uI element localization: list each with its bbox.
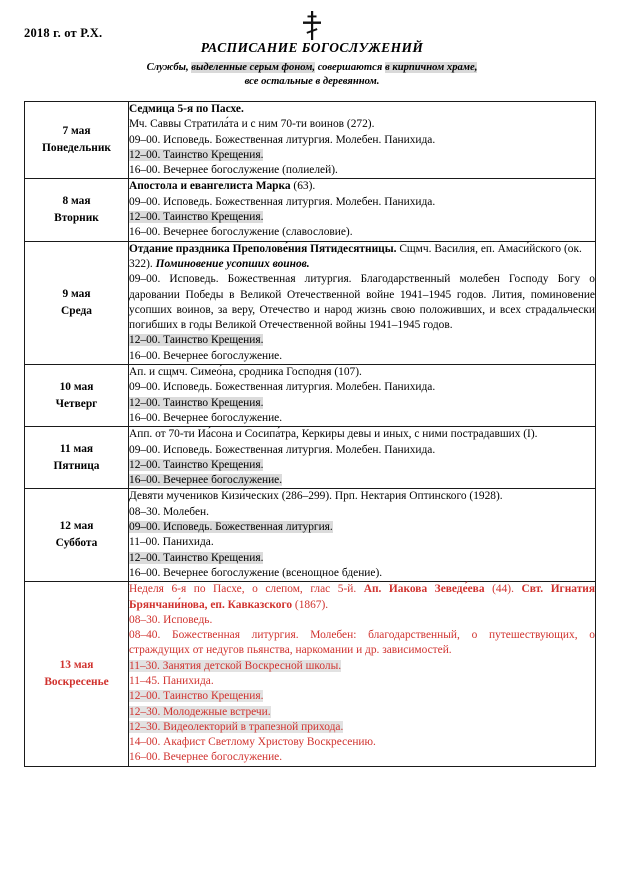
cross-icon-wrap xyxy=(0,10,624,44)
date-day-month: 13 мая xyxy=(59,658,94,671)
text-run: 09–00. Исповедь. Божественная литургия. Молебен. Панихида. xyxy=(129,133,436,146)
text-run: 09–00. Исповедь. Божественная литургия. Благодарственный молебен Господу Богу о даровании Победы в Великой Отечественной войне 1941–1945 годов. Лития, поминовение усопших воинов, за веру, Отечество и народ жизнь свою положивших, и всех страдальчески погибших в годы Великой Отечественной войны 1941–1945 годов. xyxy=(129,273,595,332)
service-line xyxy=(129,489,595,504)
services-cell xyxy=(129,102,596,179)
highlight-span xyxy=(129,149,263,161)
text-run: Седмица 5-я по Пасхе. xyxy=(129,103,244,115)
service-line xyxy=(129,365,595,380)
services-cell xyxy=(129,179,596,241)
text-run: 09–00. Исповедь. Божественная литургия. Молебен. Панихида. xyxy=(129,195,436,208)
text-run: 16–00. Вечернее богослужение (славословие). xyxy=(129,226,353,239)
page-title: РАСПИСАНИЕ БОГОСЛУЖЕНИЙ xyxy=(200,40,424,55)
service-line xyxy=(129,720,595,735)
date-weekday: Вторник xyxy=(54,212,99,225)
text-run: Отдание праздника Преполове́ния Пятидесятницы. xyxy=(129,242,397,255)
service-line xyxy=(129,179,595,194)
highlight-span xyxy=(129,334,263,346)
date-weekday: Четверг xyxy=(55,397,98,410)
highlight-span xyxy=(129,211,263,223)
service-line xyxy=(129,427,595,442)
highlight-span xyxy=(129,721,343,733)
legend-note-line1 xyxy=(0,61,624,75)
text-run: 12–00. Таинство Крещения. xyxy=(129,334,264,347)
text-run: Свт. Игнатия Брянчани́нова, еп. Кавказского xyxy=(129,583,596,611)
text-run: 16–00. Вечернее богослужение. xyxy=(129,751,283,764)
highlight-span xyxy=(129,660,341,672)
schedule-table xyxy=(24,101,596,767)
date-cell xyxy=(25,102,129,179)
services-cell xyxy=(129,582,596,767)
service-line xyxy=(129,750,595,765)
service-line xyxy=(129,333,595,348)
service-line xyxy=(129,505,595,520)
service-line xyxy=(129,195,595,210)
service-line xyxy=(129,705,595,720)
text-run: Апп. от 70-ти Иа́сона и Сосипа́тра, Керкиры девы и иных, с ними пострадавших (I). xyxy=(129,428,538,441)
highlight-span xyxy=(129,552,263,564)
text-run: 11–00. Панихида. xyxy=(129,536,214,549)
text-run: 12–00. Таинство Крещения. xyxy=(129,690,264,703)
services-cell xyxy=(129,365,596,427)
service-line xyxy=(129,689,595,704)
service-line xyxy=(129,411,595,426)
text-run: Мч. Саввы Стратила́та и с ним 70-ти воинов (272). xyxy=(129,118,375,131)
service-line xyxy=(129,458,595,473)
text-run: Апостола и евангелиста Марка xyxy=(129,180,291,193)
text-run: 16–00. Вечернее богослужение (всенощное бдение). xyxy=(129,566,383,579)
service-line xyxy=(129,535,595,550)
date-weekday: Понедельник xyxy=(42,142,111,155)
text-run: 14–00. Акафист Светлому Христову Воскресению. xyxy=(129,736,376,749)
table-row xyxy=(25,427,596,489)
text-run: Девяти мучеников Кизи́ческих (286–299). Прп. Нектария Оптинского (1928). xyxy=(129,490,503,503)
service-line xyxy=(129,473,595,488)
text-run: 16–00. Вечернее богослужение. xyxy=(129,411,283,424)
date-cell xyxy=(25,365,129,427)
service-line xyxy=(129,520,595,535)
text-run: 12–00. Таинство Крещения. xyxy=(129,458,264,471)
schedule-rows xyxy=(25,102,596,767)
text-run: все остальные в деревянном. xyxy=(244,76,380,87)
text-run: (44). xyxy=(484,583,522,596)
text-run: Службы, xyxy=(146,62,192,73)
date-cell xyxy=(25,241,129,364)
text-run: 08–40. Божественная литургия. Молебен: благодарственный, о путешествующих, о страждущих от недугов пьянства, наркомании и др. зависимостей. xyxy=(129,629,595,657)
title-block xyxy=(0,40,624,89)
text-run: в кирпичном храме, xyxy=(384,62,478,73)
service-line xyxy=(129,628,595,659)
date-day-month: 9 мая xyxy=(62,287,91,300)
table-row xyxy=(25,179,596,241)
text-run: 09–00. Исповедь. Божественная литургия. Молебен. Панихида. xyxy=(129,443,436,456)
date-weekday: Среда xyxy=(61,304,92,317)
text-run: выделенные серым фоном, xyxy=(191,62,316,73)
service-line xyxy=(129,349,595,364)
table-row xyxy=(25,489,596,582)
text-run: 08–30. Исповедь. xyxy=(129,613,213,626)
service-line xyxy=(129,242,595,273)
text-run: 12–00. Таинство Крещения. xyxy=(129,211,264,224)
date-cell xyxy=(25,489,129,582)
service-line xyxy=(129,163,595,178)
date-weekday: Суббота xyxy=(55,537,98,550)
table-row xyxy=(25,241,596,364)
service-line xyxy=(129,133,595,148)
highlight-span xyxy=(129,706,271,718)
year-label: 2018 г. от Р.Х. xyxy=(24,26,103,40)
service-line xyxy=(129,443,595,458)
table-row xyxy=(25,582,596,767)
date-cell xyxy=(25,582,129,767)
service-line xyxy=(129,674,595,689)
text-run: 16–00. Вечернее богослужение. xyxy=(129,349,283,362)
text-run: Ап. и сщмч. Симео́на, сродника Господня (107). xyxy=(129,366,362,379)
text-run: 08–30. Молебен. xyxy=(129,505,209,518)
orthodox-cross-icon xyxy=(0,10,624,42)
date-day-month: 11 мая xyxy=(59,442,94,455)
text-run: Сщмч. Василия, еп. Амаси́йского (ок. 322). xyxy=(129,242,582,270)
date-day-month: 10 мая xyxy=(59,380,94,393)
date-cell xyxy=(25,179,129,241)
text-run: 16–00. Вечернее богослужение. xyxy=(129,474,283,487)
highlight-span xyxy=(129,459,263,471)
text-run: Неделя 6-я по Пасхе, о слепом, глас 5-й. xyxy=(129,583,364,596)
text-run: 09–00. Исповедь. Божественная литургия. Молебен. Панихида. xyxy=(129,381,436,394)
date-cell xyxy=(25,427,129,489)
service-line xyxy=(129,148,595,163)
text-run: (63). xyxy=(290,180,316,193)
service-line xyxy=(129,210,595,225)
text-run: 12–00. Таинство Крещения. xyxy=(129,148,264,161)
date-day-month: 12 мая xyxy=(59,520,94,533)
service-line xyxy=(129,613,595,628)
service-line xyxy=(129,659,595,674)
service-line xyxy=(129,582,595,613)
service-line xyxy=(129,551,595,566)
highlight-span xyxy=(129,397,263,409)
service-line xyxy=(129,380,595,395)
highlight-span xyxy=(129,690,263,702)
service-line xyxy=(129,566,595,581)
table-row xyxy=(25,102,596,179)
text-run: 16–00. Вечернее богослужение (полиелей). xyxy=(129,164,338,177)
text-run: (1867). xyxy=(292,598,329,611)
date-weekday: Воскресенье xyxy=(44,675,109,688)
legend-note-line2 xyxy=(0,75,624,89)
text-run: 12–30. Видеолекторий в трапезной прихода. xyxy=(129,720,344,733)
table-row xyxy=(25,365,596,427)
text-run: совершаются xyxy=(315,62,385,73)
highlight-span xyxy=(129,474,282,486)
service-line xyxy=(129,117,595,132)
highlight-span xyxy=(129,521,333,533)
text-run: 09–00. Исповедь. Божественная литургия. xyxy=(129,521,333,534)
services-cell xyxy=(129,241,596,364)
text-run: 12–30. Молодежные встречи. xyxy=(129,705,271,718)
text-run: 12–00. Таинство Крещения. xyxy=(129,551,264,564)
services-cell xyxy=(129,427,596,489)
legend-note xyxy=(0,61,624,89)
service-line xyxy=(129,102,595,117)
services-cell xyxy=(129,489,596,582)
text-run: 11–30. Занятия детской Воскресной школы. xyxy=(129,659,342,672)
text-run: 11–45. Панихида. xyxy=(129,674,214,687)
service-line xyxy=(129,396,595,411)
text-run: 12–00. Таинство Крещения. xyxy=(129,396,264,409)
text-run: Поминовение усопших воинов. xyxy=(155,257,310,270)
document-header xyxy=(0,0,624,96)
date-day-month: 7 мая xyxy=(62,125,91,138)
service-line xyxy=(129,272,595,333)
service-line xyxy=(129,225,595,240)
date-day-month: 8 мая xyxy=(62,195,91,208)
date-weekday: Пятница xyxy=(53,459,100,472)
service-line xyxy=(129,735,595,750)
text-run: Ап. Иакова Зеведе́ева xyxy=(363,583,485,596)
